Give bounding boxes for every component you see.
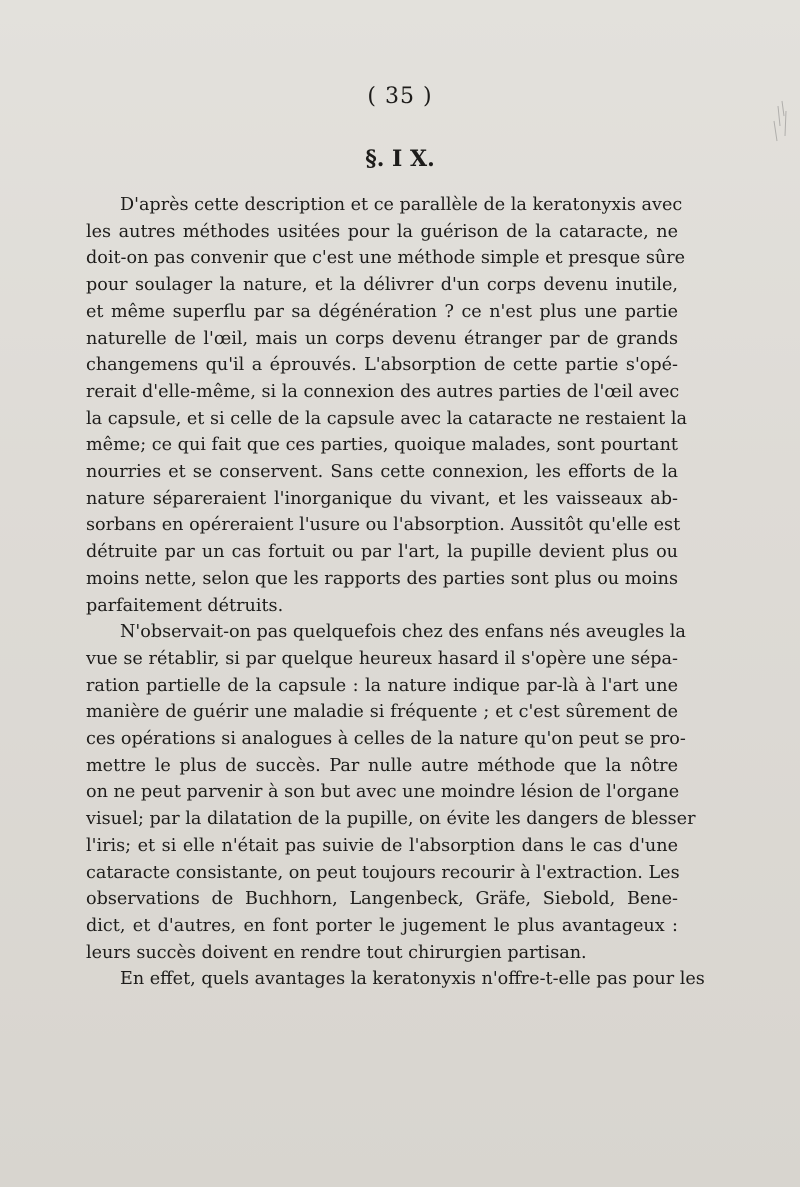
text-line: nature sépareraient l'inorganique du vivant, et les vaisseaux ab- [86, 488, 678, 509]
text-line: changemens qu'il a éprouvés. L'absorption de cette partie s'opé- [86, 355, 678, 376]
text-line: N'observait-on pas quelquefois chez des enfans nés aveugles la [120, 622, 686, 643]
text-line: dict, et d'autres, en font porter le jugement le plus avantageux : [86, 915, 678, 936]
paragraph-3 [86, 966, 705, 993]
text-line: les autres méthodes usitées pour la guérison de la cataracte, ne [86, 221, 678, 242]
text-line: rerait d'elle-même, si la connexion des autres parties de l'œil avec [86, 381, 680, 402]
edge-smudge-icon [752, 96, 792, 176]
page-number: ( 35 ) [367, 84, 433, 109]
text-line: moins nette, selon que les rapports des parties sont plus ou moins [86, 568, 678, 589]
section-heading: §. I X. [365, 146, 435, 172]
paragraph-2 [86, 619, 696, 966]
text-line: doit-on pas convenir que c'est une méthode simple et presque sûre [86, 248, 686, 269]
text-line: visuel; par la dilatation de la pupille, on évite les dangers de blesser [86, 809, 696, 830]
text-line: on ne peut parvenir à son but avec une moindre lésion de l'organe [86, 782, 680, 803]
text-line: sorbans en opéreraient l'usure ou l'absorption. Aussitôt qu'elle est [86, 515, 681, 536]
text-line: même; ce qui fait que ces parties, quoique malades, sont pourtant [86, 435, 678, 456]
text-line: ration partielle de la capsule : la nature indique par-là à l'art une [86, 675, 678, 696]
text-line: naturelle de l'œil, mais un corps devenu étranger par de grands [86, 328, 678, 349]
text-line: D'après cette description et ce parallèle de la keratonyxis avec [120, 195, 683, 215]
text-line: et même superflu par sa dégénération ? ce n'est plus une partie [86, 301, 678, 322]
text-line: cataracte consistante, on peut toujours recourir à l'extraction. Les [86, 862, 680, 883]
body-text [86, 192, 705, 993]
text-line: l'iris; et si elle n'était pas suivie de l'absorption dans le cas d'une [86, 835, 678, 856]
text-line: mettre le plus de succès. Par nulle autre méthode que la nôtre [86, 755, 678, 776]
text-line: observations de Buchhorn, Langenbeck, Gräfe, Siebold, Bene- [86, 889, 678, 910]
text-line: parfaitement détruits. [86, 595, 284, 616]
text-line: ces opérations si analogues à celles de la nature qu'on peut se pro- [86, 729, 686, 750]
text-line: vue se rétablir, si par quelque heureux hasard il s'opère une sépa- [86, 648, 678, 669]
text-line: En effet, quels avantages la keratonyxis n'offre-t-elle pas pour les [120, 969, 705, 990]
paragraph-1 [86, 192, 687, 619]
text-line: nourries et se conservent. Sans cette connexion, les efforts de la [86, 462, 678, 483]
text-line: manière de guérir une maladie si fréquente ; et c'est sûrement de [86, 702, 678, 723]
text-line: pour soulager la nature, et la délivrer d'un corps devenu inutile, [86, 275, 678, 296]
text-line: détruite par un cas fortuit ou par l'art, la pupille devient plus ou [86, 542, 678, 563]
text-line: la capsule, et si celle de la capsule avec la cataracte ne restaient la [86, 408, 687, 429]
text-line: leurs succès doivent en rendre tout chirurgien partisan. [86, 942, 587, 963]
